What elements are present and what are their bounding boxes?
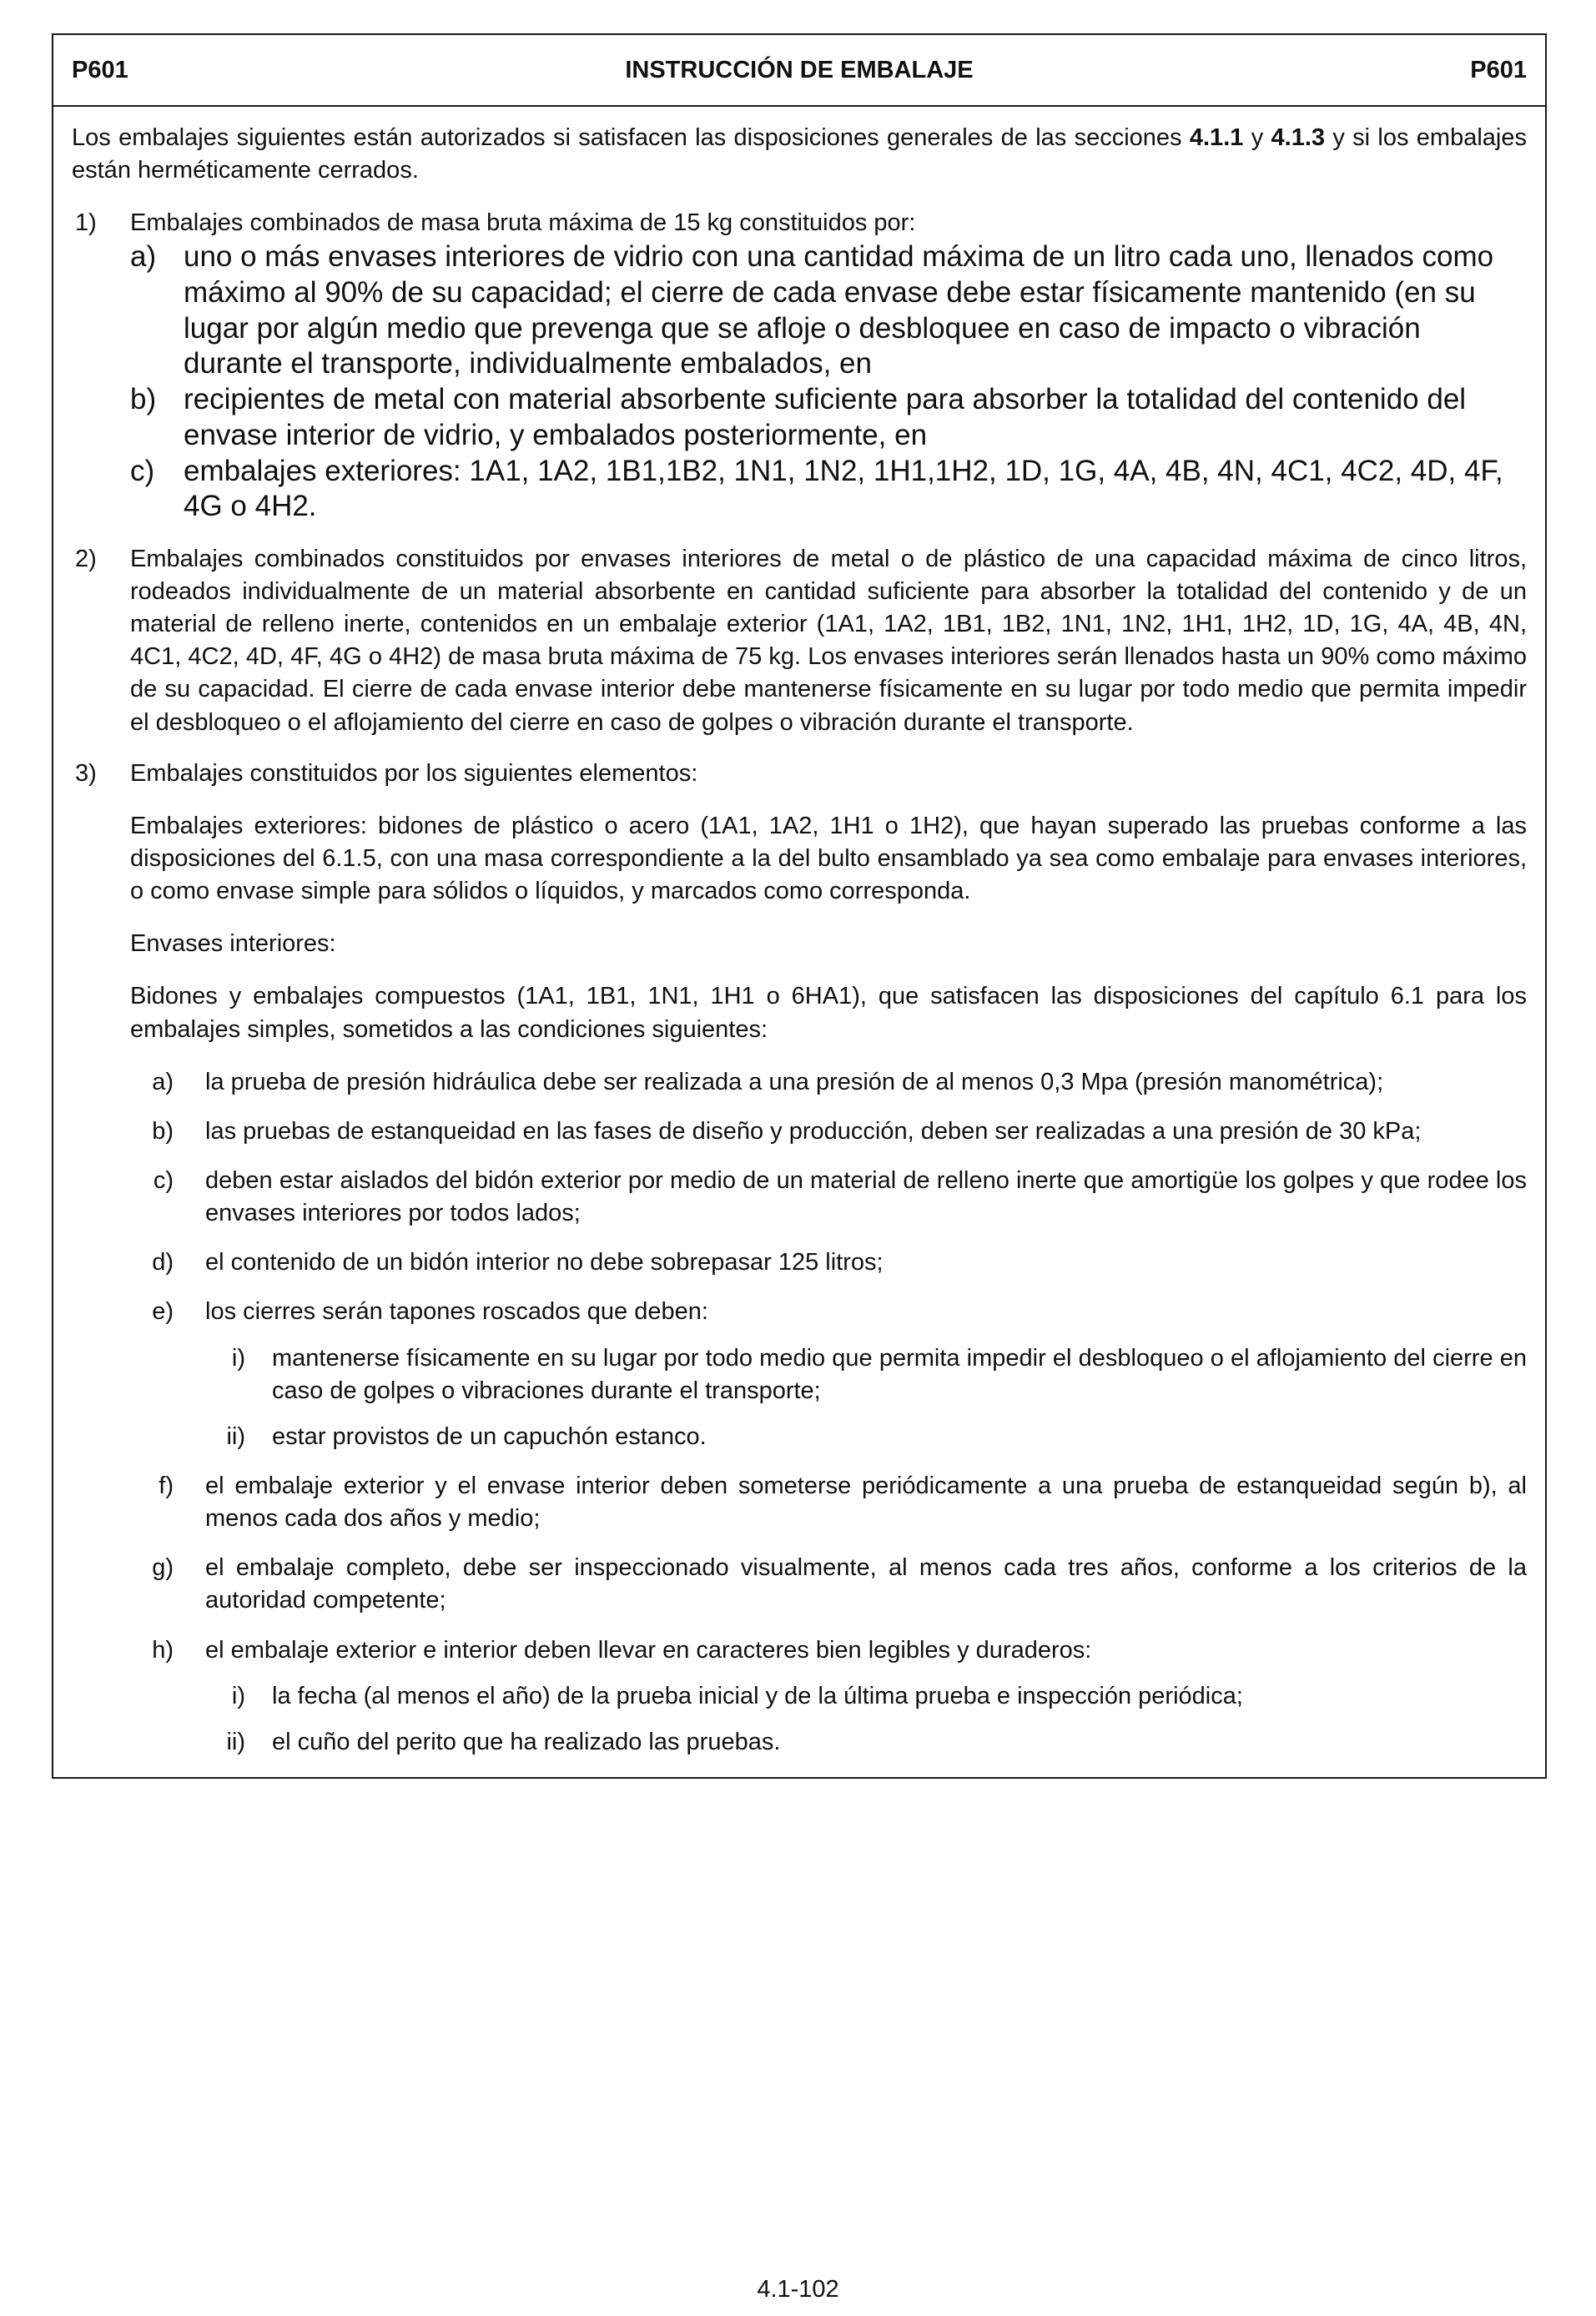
sub-list-item: ii) el cuño del perito que ha realizado las pruebas. bbox=[226, 1728, 781, 1755]
list-item: a) uno o más envases interiores de vidrio con una cantidad máxima de un litro cada uno, llenados como máximo al 90% de su capacidad; el cierre de cada envase debe estar físicamente mantenido (en su lugar por algún medio que prevenga que se afloje o desbloquee en caso de impacto o vibración durante el transporte, individualmente embalados, en bbox=[130, 240, 1494, 380]
page-number: 4.1-102 bbox=[757, 2276, 839, 2303]
ref-4-1-3: 4.1.3 bbox=[1271, 124, 1326, 151]
section-text: Embalajes constituidos por los siguientes elementos: bbox=[130, 759, 698, 787]
section-number: 1) bbox=[75, 209, 97, 237]
section-3 bbox=[72, 758, 1527, 1759]
ref-4-1-1: 4.1.1 bbox=[1189, 124, 1244, 151]
list-item: d) el contenido de un bidón interior no debe sobrepasar 125 litros; bbox=[152, 1249, 884, 1276]
sub-list-item: i) la fecha (al menos el año) de la prueba inicial y de la última prueba e inspección periódica; bbox=[231, 1682, 1243, 1709]
packing-instruction-table bbox=[52, 33, 1547, 1779]
outer-packagings-paragraph: Embalajes exteriores: bidones de plástico o acero (1A1, 1A2, 1H1 o 1H2), que hayan superado las pruebas conforme a las disposiciones del 6.1.5, con una masa correspondiente a la del bulto ensamblado ya sea como embalaje para envases interiores, o como envase simple para sólidos o líquidos, y marcados como corresponda. bbox=[130, 812, 1527, 905]
inner-packagings-heading: Envases interiores: bbox=[130, 930, 336, 958]
header-title: INSTRUCCIÓN DE EMBALAJE bbox=[625, 56, 974, 83]
list-item: g) el embalaje completo, debe ser inspeccionado visualmente, al menos cada tres años, conforme a los criterios de la autoridad competente; bbox=[152, 1554, 1527, 1614]
section-text: Embalajes combinados de masa bruta máxima de 15 kg constituidos por: bbox=[130, 209, 916, 237]
section-1 bbox=[72, 207, 1527, 525]
list-item: f) el embalaje exterior y el envase interior deben someterse periódicamente a una prueba de estanqueidad según b), al menos cada dos años y medio; bbox=[159, 1473, 1527, 1533]
section-number: 2) bbox=[75, 545, 97, 572]
list-item: h) el embalaje exterior e interior deben llevar en caracteres bien legibles y duraderos: i) la fecha (al menos el año) de la prueba inicial y de la última prueba e inspección periódica; ii) el cuño del perito que ha realizado las pruebas. bbox=[130, 1634, 1527, 1759]
section-2 bbox=[72, 543, 1527, 739]
sub-list-item: ii) estar provistos de un capuchón estanco. bbox=[226, 1422, 707, 1450]
table-body bbox=[53, 107, 1545, 1759]
section-number: 3) bbox=[75, 759, 97, 787]
list-item: b) recipientes de metal con material absorbente suficiente para absorber la totalidad del contenido del envase interior de vidrio, y embalados posteriormente, en bbox=[130, 383, 1467, 451]
list-item: a) la prueba de presión hidráulica debe ser realizada a una presión de al menos 0,3 Mpa (presión manométrica); bbox=[152, 1068, 1384, 1095]
list-item: b) las pruebas de estanqueidad en las fases de diseño y producción, deben ser realizadas a una presión de 30 kPa; bbox=[152, 1117, 1422, 1145]
header-code-right: P601 bbox=[1470, 56, 1527, 83]
section-1-sublist bbox=[130, 239, 1527, 525]
intro-paragraph: Los embalajes siguientes están autorizados si satisfacen las disposiciones generales de las secciones 4.1.1 y 4.1.3 y si los embalajes están herméticamente cerrados. bbox=[72, 124, 1527, 184]
inner-packagings-paragraph: Bidones y embalajes compuestos (1A1, 1B1, 1N1, 1H1 o 6HA1), que satisfacen las disposiciones del capítulo 6.1 para los embalajes simples, sometidos a las condiciones siguientes: bbox=[130, 983, 1527, 1043]
section-text: Embalajes combinados constituidos por envases interiores de metal o de plástico de una capacidad máxima de cinco litros, rodeados individualmente de un material absorbente en cantidad suficiente para absorber la totalidad del contenido y de un material de relleno inerte, contenidos en un embalaje exterior (1A1, 1A2, 1B1, 1B2, 1N1, 1N2, 1H1, 1H2, 1D, 1G, 4A, 4B, 4N, 4C1, 4C2, 4D, 4F, 4G o 4H2) de masa bruta máxima de 75 kg. Los envases interiores serán llenados hasta un 90% como máximo de su capacidad. El cierre de cada envase interior debe mantenerse físicamente en su lugar por todo medio que permita impedir el desbloqueo o el aflojamiento del cierre en caso de golpes o vibración durante el transporte. bbox=[130, 545, 1527, 736]
sub-list-item: i) mantenerse físicamente en su lugar por todo medio que permita impedir el desbloqueo o el aflojamiento del cierre en caso de golpes o vibraciones durante el transporte; bbox=[231, 1344, 1527, 1404]
list-item: e) los cierres serán tapones roscados que deben: i) mantenerse físicamente en su lugar por todo medio que permita impedir el desbloqueo o el aflojamiento del cierre en caso de golpes o vibraciones durante el transporte; ii) estar provistos de un capuchón estanco. bbox=[130, 1296, 1527, 1453]
list-item: c) deben estar aislados del bidón exterior por medio de un material de relleno inerte que amortigüe los golpes y que rodee los envases interiores por todos lados; bbox=[153, 1167, 1527, 1227]
header-code-left: P601 bbox=[72, 56, 128, 83]
table-header bbox=[53, 35, 1545, 107]
list-item: c) embalajes exteriores: 1A1, 1A2, 1B1,1B2, 1N1, 1N2, 1H1,1H2, 1D, 1G, 4A, 4B, 4N, 4C1, 4C2, 4D, 4F, 4G o 4H2. bbox=[130, 454, 1503, 523]
